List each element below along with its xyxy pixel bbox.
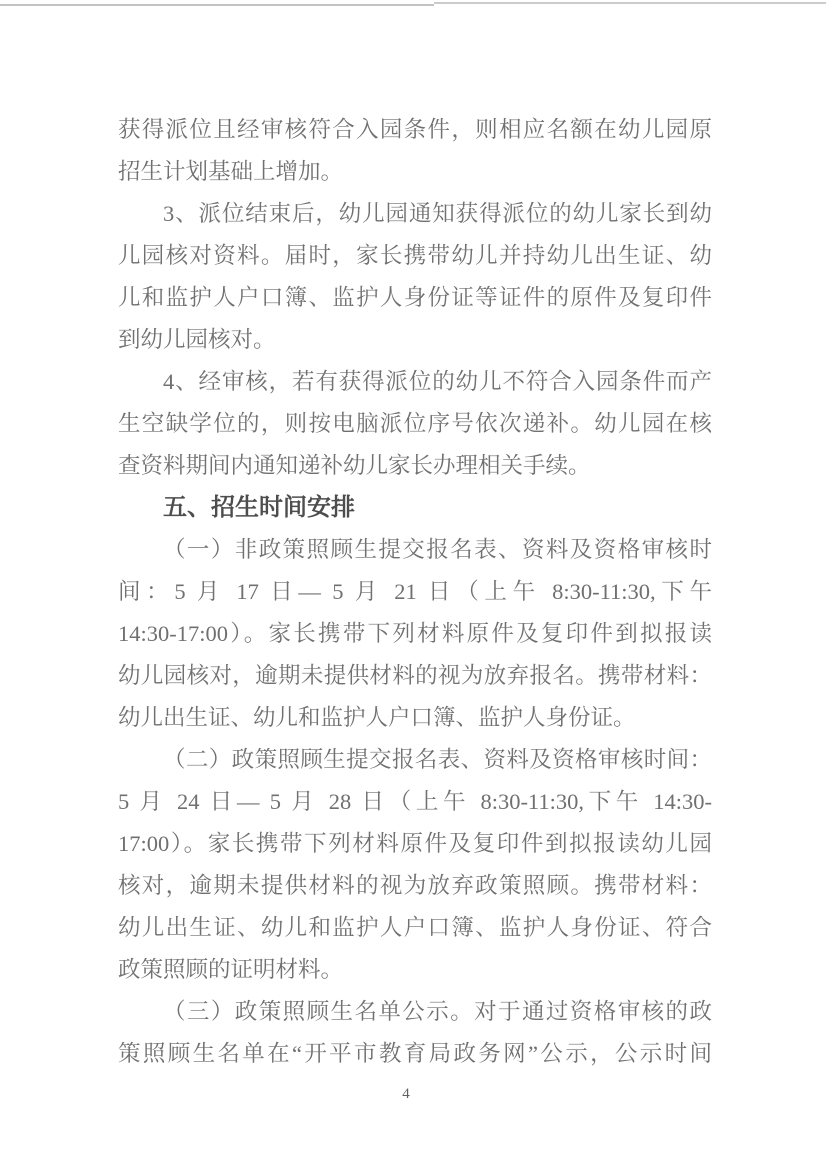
document-line: 获得派位且经审核符合入园条件，则相应名额在幼儿园原 (118, 117, 712, 142)
document-line: 五、招生时间安排 (163, 494, 355, 521)
document-line: 策照顾生名单在“开平市教育局政务网”公示，公示时间 (118, 1041, 712, 1066)
document-line: 招生计划基础上增加。 (118, 159, 344, 184)
document-line: 3、派位结束后，幼儿园通知获得派位的幼儿家长到幼 (163, 201, 712, 226)
document-line: 核对，逾期未提供材料的视为放弃政策照顾。携带材料： (118, 873, 712, 898)
document-line: 查资料期间内通知递补幼儿家长办理相关手续。 (118, 453, 591, 478)
document-line: 政策照顾的证明材料。 (118, 957, 344, 982)
document-line: 儿园核对资料。届时，家长携带幼儿并持幼儿出生证、幼 (118, 243, 712, 268)
scan-artifact-line-right (434, 2, 826, 4)
document-line: （一）非政策照顾生提交报名表、资料及资格审核时 (163, 537, 712, 562)
page-number: 4 (402, 1086, 410, 1102)
document-line: （三）政策照顾生名单公示。对于通过资格审核的政 (163, 999, 712, 1024)
document-line: 到幼儿园核对。 (118, 327, 276, 352)
document-line: （二）政策照顾生提交报名表、资料及资格审核时间： (163, 747, 712, 772)
document-line: 4、经审核，若有获得派位的幼儿不符合入园条件而产 (163, 369, 712, 394)
document-line: 17:00）。家长携带下列材料原件及复印件到拟报读幼儿园 (118, 831, 712, 856)
document-line: 14:30-17:00）。家长携带下列材料原件及复印件到拟报读 (118, 621, 712, 646)
document-line: 幼儿出生证、幼儿和监护人户口簿、监护人身份证、符合 (118, 915, 712, 940)
document-line: 生空缺学位的，则按电脑派位序号依次递补。幼儿园在核 (118, 411, 712, 436)
document-line: 儿和监护人户口簿、监护人身份证等证件的原件及复印件 (118, 285, 712, 310)
document-line: 间：5 月 17 日— 5 月 21 日（上午 8:30-11:30,下午 (118, 579, 712, 604)
document-line: 幼儿出生证、幼儿和监护人户口簿、监护人身份证。 (118, 705, 636, 730)
document-line: 幼儿园核对，逾期未提供材料的视为放弃报名。携带材料： (118, 663, 712, 688)
document-body (118, 109, 712, 1075)
scan-artifact-line-left (0, 4, 434, 6)
document-line: 5 月 24 日— 5 月 28 日（上午 8:30-11:30,下午 14:30- (118, 789, 712, 814)
